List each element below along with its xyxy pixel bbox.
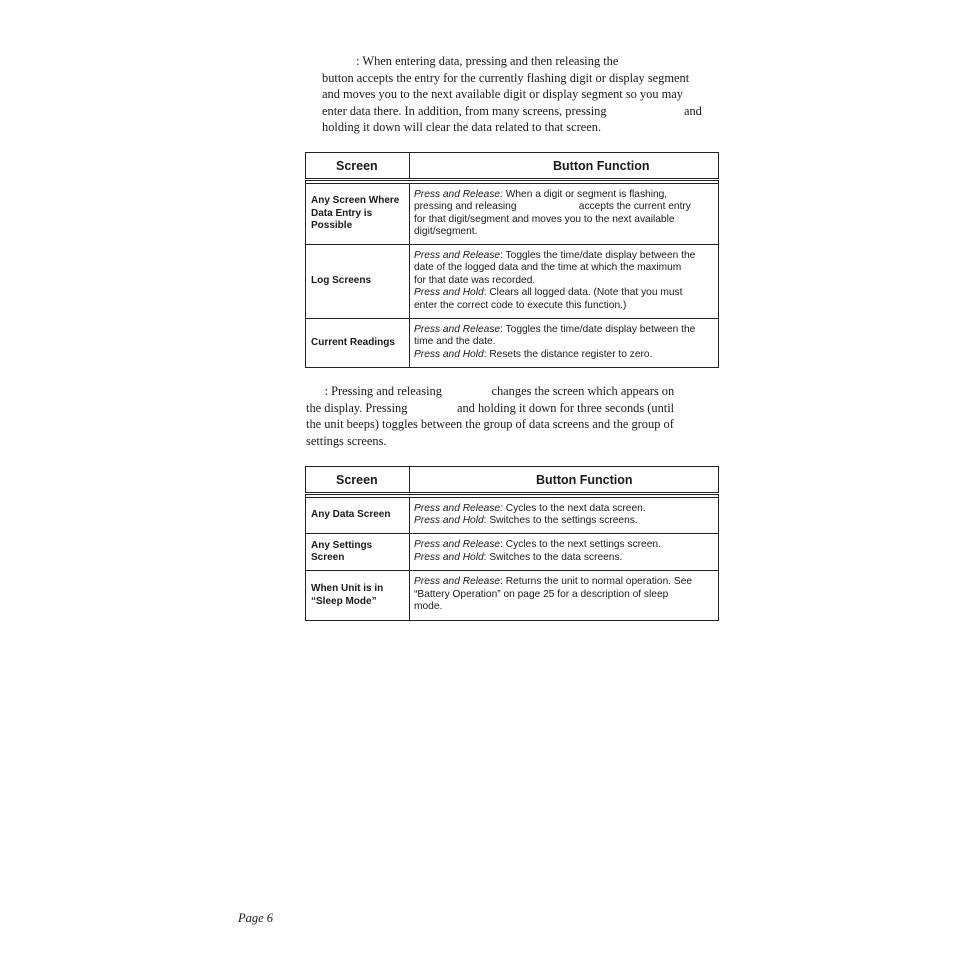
function-cell: Press and Release: When a digit or segment is flashing, pressing and releasing accepts the current entry for that digit/segment and moves you to the next available digit/segment.: [410, 184, 719, 245]
intro-line: holding it down will clear the data related to that screen.: [322, 120, 602, 135]
table-row: [306, 534, 719, 571]
table-row: [306, 319, 719, 368]
button-function-column-header: Button Function: [410, 153, 719, 180]
screen-cell: Any Settings Screen: [306, 534, 410, 571]
enter-button-function-table: [305, 152, 719, 368]
function-cell: Press and Release: Cycles to the next data screen. Press and Hold: Switches to the settings screens.: [410, 498, 719, 534]
mode-line: the unit beeps) toggles between the group of data screens and the group of: [306, 417, 674, 432]
mode-paragraph: [306, 383, 718, 449]
mode-line: settings screens.: [306, 433, 387, 448]
table-header-row: [306, 467, 719, 494]
screen-cell: Log Screens: [306, 245, 410, 319]
screen-cell: Any Screen Where Data Entry is Possible: [306, 184, 410, 245]
mode-line: the display. Pressing and holding it down for three seconds (until: [306, 400, 675, 415]
table-row: [306, 498, 719, 534]
function-cell: Press and Release: Cycles to the next settings screen. Press and Hold: Switches to the data screens.: [410, 534, 719, 571]
table-row: [306, 571, 719, 621]
intro-line: : When entering data, pressing and then releasing the: [322, 54, 619, 68]
intro-line: enter data there. In addition, from many screens, pressing and: [322, 103, 702, 118]
screen-cell: Any Data Screen: [306, 498, 410, 534]
table-header-row: [306, 153, 719, 180]
function-cell: Press and Release: Returns the unit to normal operation. See “Battery Operation” on page 25 for a description of sleep mode.: [410, 571, 719, 621]
screen-column-header: Screen: [306, 153, 410, 180]
screen-column-header: Screen: [306, 467, 410, 494]
table-row: [306, 184, 719, 245]
page-number: Page 6: [238, 911, 274, 925]
intro-paragraph: [322, 53, 722, 136]
function-cell: Press and Release: Toggles the time/date display between the date of the logged data and the time at which the maximum for that date was recorded. Press and Hold: Clears all logged data. (Note that you must enter the correct code to execute this function.): [410, 245, 719, 319]
button-function-column-header: Button Function: [410, 467, 719, 494]
intro-line: button accepts the entry for the currently flashing digit or display segment: [322, 70, 690, 85]
mode-line: : Pressing and releasing changes the screen which appears on: [306, 384, 675, 398]
screen-cell: When Unit is in “Sleep Mode”: [306, 571, 410, 621]
screen-cell: Current Readings: [306, 319, 410, 368]
table-row: [306, 245, 719, 319]
intro-line: and moves you to the next available digit or display segment so you may: [322, 87, 683, 102]
mode-button-function-table: [305, 466, 719, 621]
function-cell: Press and Release: Toggles the time/date display between the time and the date. Press and Hold: Resets the distance register to zero.: [410, 319, 719, 368]
